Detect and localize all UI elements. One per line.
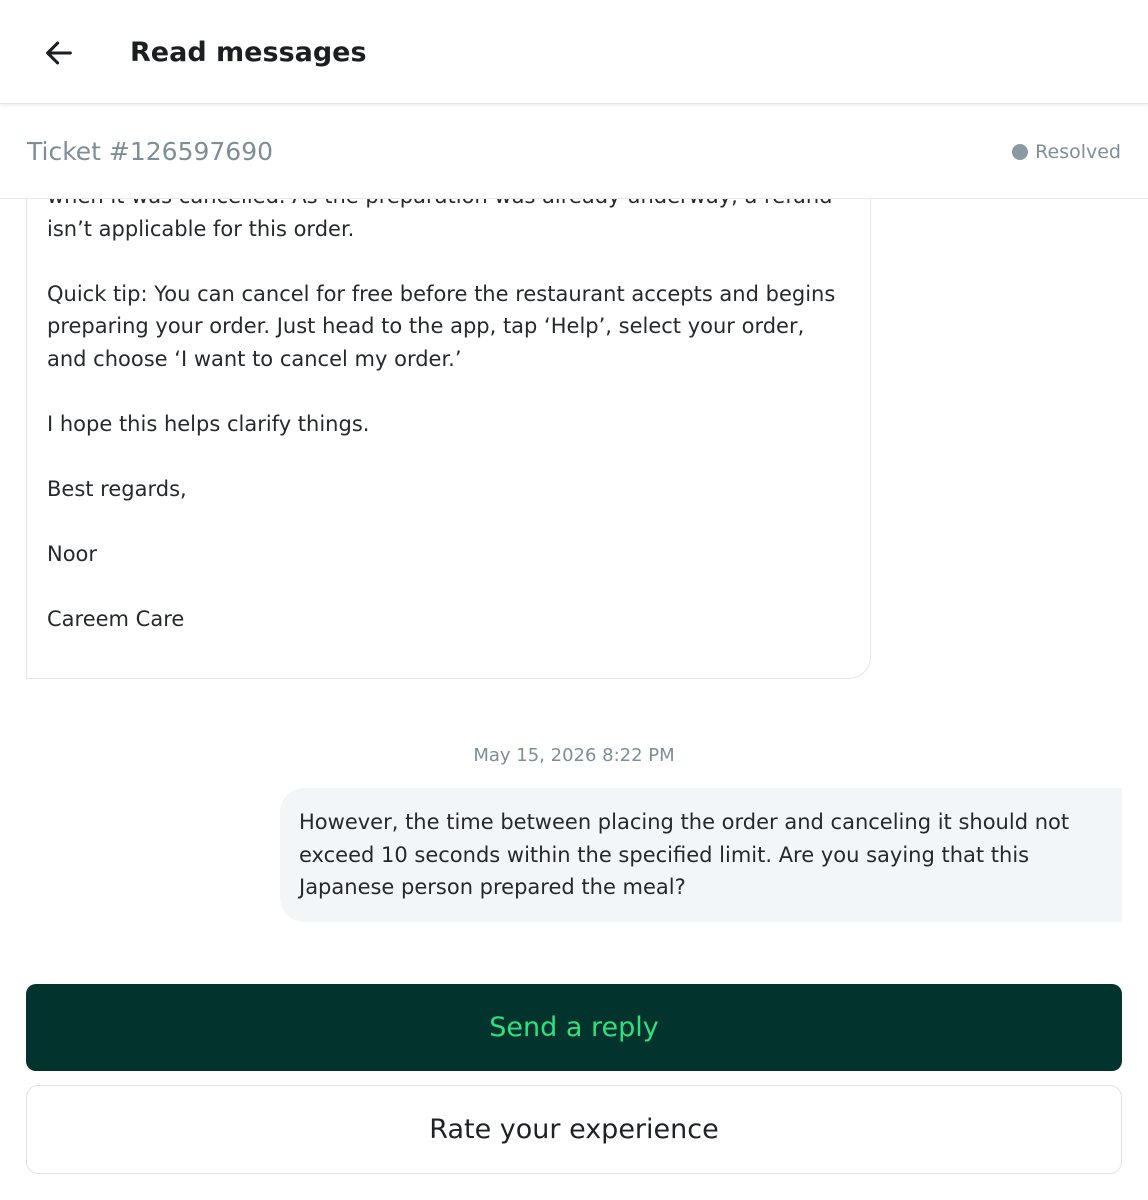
status-dot-icon (1012, 144, 1028, 160)
status-badge (1012, 139, 1121, 165)
rate-experience-label: Rate your experience (429, 1113, 719, 1145)
app-bar (0, 0, 1148, 104)
send-reply-label: Send a reply (489, 1011, 659, 1043)
arrow-left-icon (42, 36, 76, 70)
send-reply-button[interactable] (26, 984, 1122, 1071)
user-message-bubble (280, 788, 1122, 922)
ticket-id: Ticket #126597690 (27, 137, 274, 166)
agent-message-closing: Best regards, (47, 476, 187, 501)
page-title: Read messages (130, 37, 367, 68)
agent-message-tip: Quick tip: You can cancel for free before the restaurant accepts and begins preparing your order. Just head to the app, tap ‘Help’, select your order, and choose ‘I want to cancel my order.’ (47, 281, 836, 371)
agent-message-bubble (26, 139, 871, 679)
message-thread[interactable] (0, 199, 1148, 969)
agent-message-partial-line: isn’t applicable for this order. (47, 216, 355, 241)
user-message-text: However, the time between placing the order and canceling it should not exceed 10 seconds within the specified limit. Are you saying that this Japanese person prepared the meal? (299, 810, 1070, 899)
status-text: Resolved (1035, 141, 1121, 163)
message-timestamp: May 15, 2026 8:22 PM (473, 745, 675, 766)
agent-signature-name: Noor (47, 541, 98, 566)
agent-message-clarify: I hope this helps clarify things. (47, 411, 370, 436)
agent-signature-team: Careem Care (47, 606, 185, 631)
ticket-header (0, 105, 1148, 199)
back-button[interactable] (30, 24, 88, 82)
rate-experience-button[interactable] (26, 1085, 1122, 1174)
